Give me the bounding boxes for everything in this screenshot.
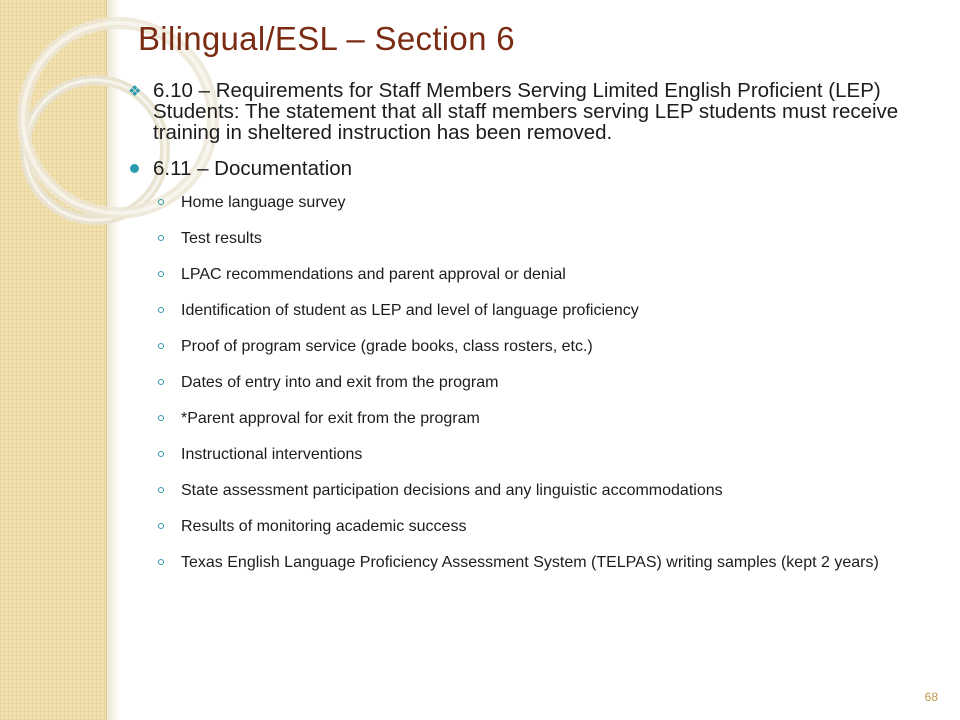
ring-bullet-icon	[158, 523, 164, 529]
sub-list-item	[128, 410, 928, 427]
sub-list-item	[128, 302, 928, 319]
sub-list-item	[128, 374, 928, 391]
bullet-text: 6.10 – Requirements for Staff Members Serving Limited English Proficient (LEP) Students: The statement that all staff members serving LEP students must receive training in sheltered instruction has been removed.	[153, 79, 899, 144]
sub-list-item	[128, 518, 928, 535]
dot-bullet-icon	[130, 164, 139, 173]
documentation-sublist	[128, 194, 928, 571]
sub-list-item	[128, 482, 928, 499]
ring-bullet-icon	[158, 415, 164, 421]
ring-bullet-icon	[158, 307, 164, 313]
page-number: 68	[924, 690, 938, 704]
sub-item-text: *Parent approval for exit from the program	[181, 410, 480, 427]
sub-list-item	[128, 266, 928, 283]
sub-list-item	[128, 446, 928, 463]
sub-item-text: Proof of program service (grade books, class rosters, etc.)	[181, 338, 593, 355]
bullet-text: 6.11 – Documentation	[153, 157, 353, 180]
ring-bullet-icon	[158, 559, 164, 565]
bullet-item	[128, 80, 928, 143]
sub-item-text: LPAC recommendations and parent approval or denial	[181, 266, 566, 283]
sub-item-text: Results of monitoring academic success	[181, 518, 467, 535]
ring-bullet-icon	[158, 379, 164, 385]
ring-bullet-icon	[158, 451, 164, 457]
ring-bullet-icon	[158, 271, 164, 277]
sub-item-text: Identification of student as LEP and level of language proficiency	[181, 302, 639, 319]
sub-list-item	[128, 554, 928, 571]
sub-list-item	[128, 338, 928, 355]
bullet-item	[128, 158, 928, 179]
sub-item-text: Texas English Language Proficiency Assessment System (TELPAS) writing samples (kept 2 years)	[181, 554, 879, 571]
sub-item-text: Dates of entry into and exit from the program	[181, 374, 499, 391]
sub-list-item	[128, 194, 928, 211]
ring-bullet-icon	[158, 343, 164, 349]
slide-content	[128, 80, 928, 590]
slide-title: Bilingual/ESL – Section 6	[138, 20, 515, 57]
sub-item-text: State assessment participation decisions and any linguistic accommodations	[181, 482, 723, 499]
ring-bullet-icon	[158, 199, 164, 205]
diamond-bullet-icon: ❖	[128, 83, 142, 100]
sub-item-text: Test results	[181, 230, 262, 247]
ring-bullet-icon	[158, 487, 164, 493]
sub-item-text: Instructional interventions	[181, 446, 363, 463]
ring-bullet-icon	[158, 235, 164, 241]
sub-list-item	[128, 230, 928, 247]
sub-item-text: Home language survey	[181, 194, 346, 211]
